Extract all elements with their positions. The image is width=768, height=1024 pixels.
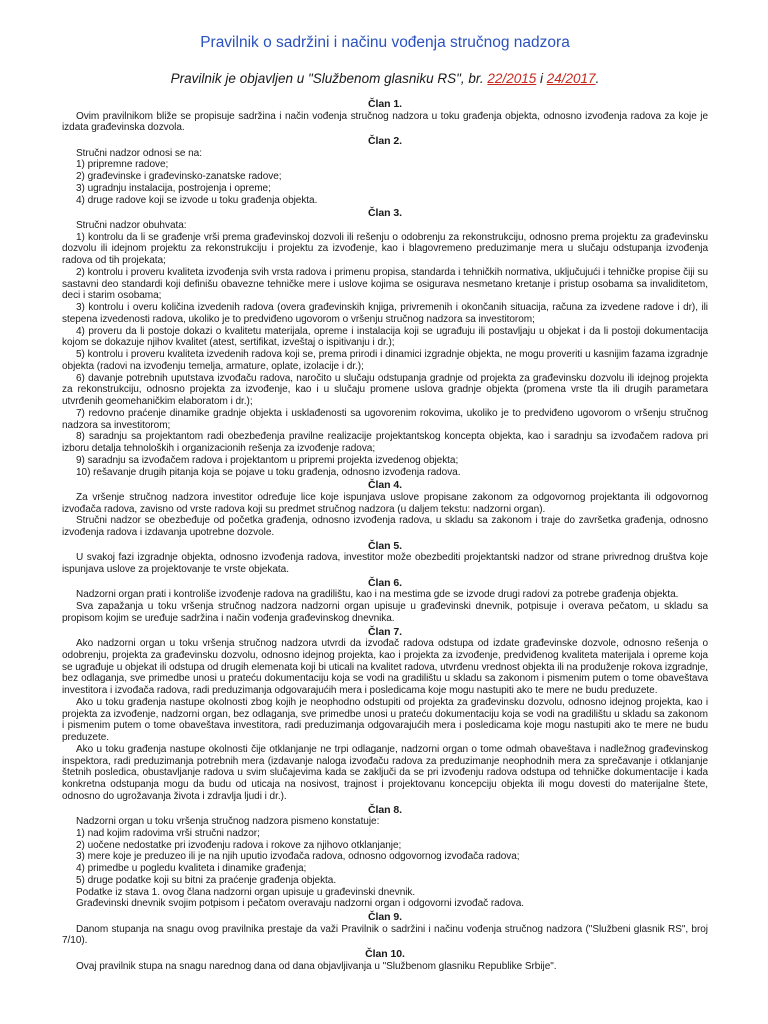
article-paragraph: Stručni nadzor odnosi se na: (76, 147, 202, 159)
article-paragraph: Ako u toku građenja nastupe okolnosti zbog kojih je neophodno odstupiti od projekta za građevinsku dozvolu, odnosno idejnog projekta, kao i projekta za izvođenje, nadzorni organ, bez odlaganja, sve primedbe unosi u prateću dokumentaciju koja se vodi na gradilištu u skladu sa zakonom i pismenim putem o tome obaveštava investitora, radi preduzimanja odgovarajućih mera i posledicama koje mogu nastupiti ako te mere ne budu preduzete. (62, 696, 708, 743)
article-10 (62, 948, 708, 972)
article-paragraph: U svakoj fazi izgradnje objekta, odnosno izvođenja radova, investitor može obezbediti projektantski nadzor od strane privrednog društva koje ispunjava uslove za projektovanje te vrste objekata. (62, 552, 708, 575)
article-paragraph: 7) redovno praćenje dinamike gradnje objekta i usklađenosti sa ugovorenim rokovima, ukoliko je to predviđeno ugovorom o vršenju stručnog nadzora sa investitorom; (62, 407, 708, 431)
article-heading: Član 7. (367, 625, 403, 638)
article-paragraph: Za vršenje stručnog nadzora investitor određuje lice koje ispunjava uslove propisane zakonom za odgovornog projektanta ili odgovornog izvođača radova, zavisno od vrste radova koji su predmet stručnog nadzora (u daljem tekstu: nadzorni organ). (62, 491, 708, 515)
article-paragraph: 2) građevinske i građevinsko-zanatske radove; (76, 171, 282, 182)
gazette-link-2015[interactable]: 22/2015 (487, 71, 537, 86)
article-paragraph: 3) mere koje je preduzeo ili je na njih uputio izvođača radova, odnosno odgovornog izvođača radova; (76, 851, 520, 863)
document-title: Pravilnik o sadržini i načinu vođenja stručnog nadzora (200, 34, 570, 51)
article-paragraph: Ovim pravilnikom bliže se propisuje sadržina i način vođenja stručnog nadzora u toku građenja objekta, odnosno izvođenja radova za koje je izdata građevinska dozvola. (62, 110, 708, 134)
article-2 (62, 135, 708, 206)
articles-container (62, 98, 708, 972)
article-heading: Član 2. (367, 135, 403, 147)
article-paragraph: Nadzorni organ prati i kontroliše izvođenje radova na gradilištu, kao i na mestima gde se izvode drugi radovi za potrebe građenja objekta. (76, 589, 679, 601)
article-paragraph: 1) nad kojim radovima vrši stručni nadzor; (76, 827, 260, 839)
article-1 (62, 98, 708, 134)
article-paragraph: 6) davanje potrebnih uputstava izvođaču radova, naročito u slučaju odstupanja gradnje od projekta za građevinsku dozvolu ili idejnog projekta za rekonstrukciju, odnosno projekta za izvođenje, kao i u slučaju promene uslova gradnje objekta (promena vrste tla ili drugih parametara utvrđenih geomehaničkim elaboratom i dr.); (62, 372, 708, 407)
article-paragraph: Ako nadzorni organ u toku vršenja stručnog nadzora utvrdi da izvođač radova odstupa od izdate građevinske dozvole, odnosno rešenja o odobrenju, projekta za građevinsku dozvolu, odnosno idejnog projekta, kao i projekta za izvođenje, predviđenog kvaliteta materijala i opreme koja se ugrađuje u objekat ili odstupa od drugih elemenata koji bi uticali na kvalitet radova, utvrđenu vrednost objekta ili na produženje rokova izgradnje, bez odlaganja, sve primedbe unosi u prateću dokumentaciju koja se vodi na gradilištu u skladu sa zakonom i pismenim putem o tome obaveštava investitora i izvođača radova, radi preduzimanja odgovarajućih mera i posledicama koje mogu nastupiti ako te mere ne budu preduzete. (62, 638, 708, 696)
article-7 (62, 626, 708, 803)
article-paragraph: Stručni nadzor obuhvata: (76, 219, 187, 231)
article-paragraph: 3) kontrolu i overu količina izvedenih radova (overa građevinskih knjiga, privremenih i okončanih situacija, računa za izvedene radove i dr), ili stepena izvedenosti radova, ukoliko je to predviđeno ugovorom o vršenju stručnog nadzora sa investitorom; (62, 302, 708, 325)
article-paragraph: Građevinski dnevnik svojim potpisom i pečatom overavaju nadzorni organ i odgovorni izvođač radova. (76, 898, 525, 910)
gazette-link-2017[interactable]: 24/2017 (546, 71, 596, 86)
article-5 (62, 540, 708, 576)
article-paragraph: Ako u toku građenja nastupe okolnosti čije otklanjanje ne trpi odlaganje, nadzorni organ o tome odmah obaveštava i nadležnog građevinskog inspektora, radi preduzimanja potrebnih mera (izdavanje naloga izvođaču radova za preduzimanje neophodnih mera za sprečavanje i otklanjanje štetnih posledica, obustavljanje radova u svim slučajevima kada se zaključi da se pri izvođenju radova odstupa od tehničke dokumentacije i kada konkretna odstupanja mogu da budu od uticaja na nosivost, trajnost i projektovanu koncepciju objekta ili mogu dovesti do materijalne štete, odnosno do ugrožavanja života i zdravlja ljudi i dr.). (62, 743, 708, 802)
article-6 (62, 577, 708, 625)
article-paragraph: 1) pripremne radove; (76, 159, 169, 171)
article-9 (62, 911, 708, 947)
article-paragraph: 3) ugradnju instalacija, postrojenja i opreme; (76, 182, 271, 194)
article-4 (62, 479, 708, 539)
document-subtitle (62, 70, 708, 88)
subtitle-middle: i (536, 71, 547, 86)
article-paragraph: 4) primedbe u pogledu kvaliteta i dinamike građenja; (76, 863, 307, 874)
article-heading: Član 10. (365, 948, 405, 960)
article-3 (62, 207, 708, 478)
article-8 (62, 804, 708, 911)
article-heading: Član 1. (367, 98, 403, 110)
article-paragraph: Sva zapažanja u toku vršenja stručnog nadzora nadzorni organ upisuje u građevinski dnevnik, potpisuje i overava pečatom, u skladu sa propisom kojim se uređuje sadržina i način vođenja građevinskog dnevnika. (62, 601, 708, 624)
article-heading: Član 6. (367, 576, 403, 589)
article-paragraph: 8) saradnju sa projektantom radi obezbeđenja pravilne realizacije projektantskog koncepta objekta, kao i saradnju sa izvođačem radova pri izboru detalja tehnoloških i organizacionih rešenja za izvođenje radova; (62, 431, 708, 454)
article-paragraph: 1) kontrolu da li se građenje vrši prema građevinskoj dozvoli ili rešenju o odobrenju za rekonstrukciju, odnosno prema projektu za građevinsku dozvolu ili idejnom projektu za rekonstrukciju i projektu za izvođenje, kao i blagovremeno preduzimanje mera u slučaju odstupanja izvođenja radova od tih projekata; (62, 231, 708, 266)
article-paragraph: 10) rešavanje drugih pitanja koja se pojave u toku građenja, odnosno izvođenja radova. (76, 466, 461, 478)
subtitle-prefix: Pravilnik je objavljen u "Službenom glasniku RS", br. (170, 71, 488, 86)
article-paragraph: 4) druge radove koji se izvode u toku građenja objekta. (76, 194, 318, 206)
article-heading: Član 4. (367, 479, 403, 492)
article-paragraph: Danom stupanja na snagu ovog pravilnika prestaje da važi Pravilnik o sadržini i načinu vođenja stručnog nadzora ("Službeni glasnik RS", broj 7/10). (62, 923, 708, 947)
article-paragraph: 4) proveru da li postoje dokazi o kvalitetu materijala, opreme i instalacija koji se ugrađuju ili postavljaju u objekat i da li postoji dokumentacija kojom se dokazuje njihov kvalitet (atest, sertifikat, izveštaj o ispitivanju i dr.); (62, 325, 708, 349)
article-paragraph: Nadzorni organ u toku vršenja stručnog nadzora pismeno konstatuje: (76, 816, 380, 827)
article-heading: Član 8. (367, 803, 403, 816)
article-paragraph: 9) saradnju sa izvođačem radova i projektantom u pripremi projekta izvedenog objekta; (76, 454, 459, 466)
article-paragraph: 2) uočene nedostatke pri izvođenju radova i rokove za njihovo otklanjanje; (76, 839, 402, 851)
article-heading: Član 3. (367, 207, 403, 220)
article-heading: Član 5. (367, 539, 403, 552)
article-paragraph: 5) druge podatke koji su bitni za praćenje građenja objekta. (76, 874, 337, 886)
article-paragraph: 2) kontrolu i proveru kvaliteta izvođenja svih vrsta radova i primenu propisa, standarda i tehničkih normativa, uključujući i tehničke propise čiji su sastavni deo standardi koji definišu obavezne tehničke mere i uslove kojima se osigurava nesmetano kretanje i pristup osobama sa invaliditetom, deci i starim osobama; (62, 266, 708, 302)
article-paragraph: Podatke iz stava 1. ovog člana nadzorni organ upisuje u građevinski dnevnik. (76, 886, 416, 898)
subtitle-suffix: . (595, 71, 600, 86)
article-paragraph: Ovaj pravilnik stupa na snagu narednog dana od dana objavljivanja u "Službenom glasniku Republike Srbije". (76, 960, 557, 972)
article-paragraph: Stručni nadzor se obezbeđuje od početka građenja, odnosno izvođenja radova, u skladu sa zakonom i traje do završetka građenja, odnosno izvođenja radova i izdavanja upotrebne dozvole. (62, 515, 708, 538)
article-heading: Član 9. (367, 911, 403, 923)
article-paragraph: 5) kontrolu i proveru kvaliteta izvedenih radova koji se, prema prirodi i dinamici izgradnje objekta, ne mogu proveriti u kasnijim fazama izgradnje objekta (radovi na izvođenju temelja, armature, oplate, izolacije i dr.); (62, 349, 708, 372)
